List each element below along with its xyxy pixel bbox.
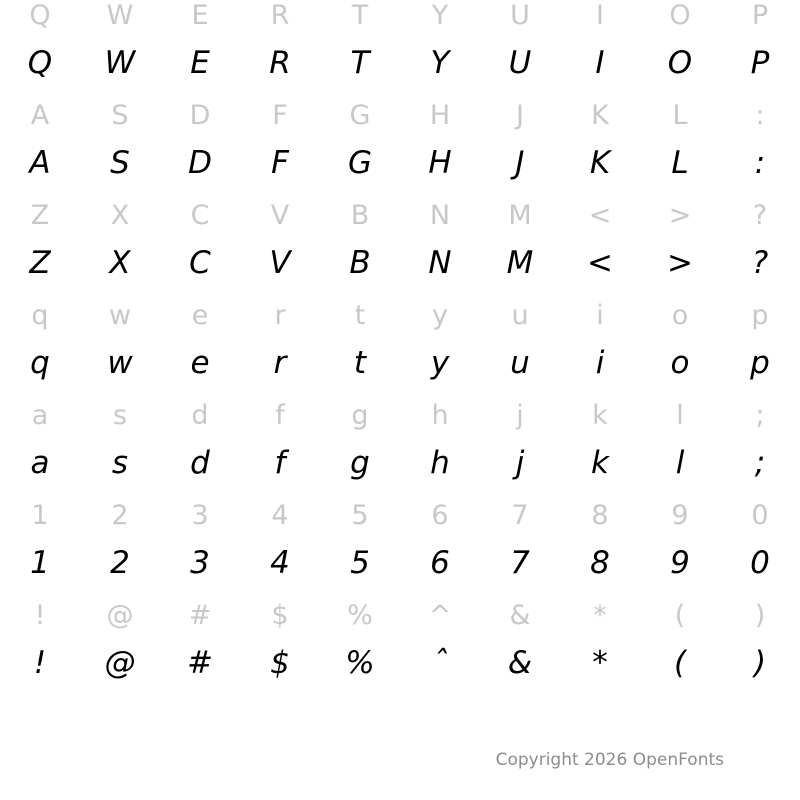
glyph-sample-cell: % <box>345 645 375 681</box>
glyph-sample-cell: N <box>428 245 452 281</box>
glyph-sample-cell: 9 <box>670 545 690 581</box>
glyph-reference-cell: U <box>510 0 530 31</box>
glyph-sample-cell: o <box>670 345 690 381</box>
glyph-reference-cell: e <box>191 300 209 331</box>
glyph-sample-row <box>0 645 800 702</box>
glyph-sample-cell: 5 <box>350 545 370 581</box>
glyph-reference-cell: i <box>596 300 604 331</box>
glyph-sample-cell: Q <box>27 45 53 81</box>
copyright-notice: Copyright 2026 OpenFonts <box>495 750 724 770</box>
glyph-sample-cell: 8 <box>590 545 610 581</box>
glyph-sample-cell: 3 <box>190 545 210 581</box>
glyph-reference-cell: M <box>508 200 532 231</box>
glyph-row-pair <box>0 402 800 502</box>
glyph-sample-cell: H <box>428 145 452 181</box>
glyph-reference-cell: Q <box>29 0 51 31</box>
glyph-sample-cell: f <box>274 445 286 481</box>
glyph-sample-cell: T <box>350 45 370 81</box>
glyph-reference-cell: B <box>350 200 370 231</box>
glyph-sample-cell: ? <box>751 245 769 281</box>
glyph-reference-cell: % <box>347 600 373 631</box>
glyph-reference-cell: 7 <box>511 500 529 531</box>
glyph-reference-cell: : <box>755 100 765 131</box>
glyph-sample-row <box>0 345 800 402</box>
glyph-reference-cell: ( <box>674 600 686 631</box>
glyph-reference-cell: C <box>190 200 210 231</box>
glyph-reference-cell: 4 <box>271 500 289 531</box>
glyph-reference-cell: h <box>431 400 449 431</box>
glyph-sample-cell: * <box>592 645 608 681</box>
glyph-reference-cell: l <box>676 400 684 431</box>
glyph-reference-cell: S <box>111 100 129 131</box>
glyph-sample-cell: R <box>269 45 291 81</box>
glyph-reference-cell: G <box>349 100 371 131</box>
glyph-reference-row <box>0 302 800 348</box>
glyph-reference-cell: V <box>270 200 290 231</box>
glyph-sample-cell: 2 <box>110 545 130 581</box>
glyph-reference-cell: R <box>270 0 290 31</box>
glyph-reference-cell: ; <box>755 400 765 431</box>
glyph-sample-cell: Z <box>29 245 51 281</box>
glyph-sample-row <box>0 545 800 602</box>
glyph-row-pair <box>0 602 800 702</box>
glyph-sample-cell: ; <box>754 445 766 481</box>
glyph-row-pair <box>0 102 800 202</box>
glyph-sample-cell: p <box>750 345 770 381</box>
glyph-sample-cell: a <box>30 445 50 481</box>
glyph-reference-cell: 9 <box>671 500 689 531</box>
glyph-sample-cell: I <box>595 45 605 81</box>
glyph-reference-cell: 5 <box>351 500 369 531</box>
glyph-reference-row <box>0 2 800 48</box>
glyph-sample-cell: e <box>190 345 210 381</box>
glyph-reference-cell: X <box>110 200 130 231</box>
glyph-sample-cell: ( <box>673 645 687 681</box>
glyph-sample-cell: E <box>190 45 210 81</box>
glyph-reference-cell: 0 <box>751 500 769 531</box>
glyph-reference-cell: L <box>672 100 688 131</box>
glyph-reference-cell: ! <box>34 600 46 631</box>
glyph-sample-cell: # <box>187 645 213 681</box>
glyph-sample-cell: & <box>507 645 533 681</box>
glyph-reference-row <box>0 102 800 148</box>
glyph-reference-cell: ^ <box>428 600 452 631</box>
glyph-sample-cell: 7 <box>510 545 530 581</box>
glyph-sample-row <box>0 445 800 502</box>
glyph-reference-cell: F <box>272 100 288 131</box>
glyph-sample-cell: j <box>515 445 525 481</box>
glyph-reference-cell: @ <box>106 600 134 631</box>
glyph-sample-cell: X <box>109 245 131 281</box>
glyph-reference-cell: Y <box>431 0 449 31</box>
glyph-row-pair <box>0 2 800 102</box>
glyph-reference-cell: t <box>354 300 366 331</box>
glyph-sample-cell: $ <box>270 645 290 681</box>
glyph-reference-cell: Z <box>30 200 50 231</box>
glyph-reference-cell: E <box>191 0 209 31</box>
glyph-sample-cell: k <box>591 445 609 481</box>
glyph-reference-cell: a <box>31 400 49 431</box>
glyph-sample-cell: ˆ <box>432 645 448 681</box>
glyph-sample-cell: > <box>667 245 693 281</box>
glyph-reference-row <box>0 402 800 448</box>
glyph-reference-cell: s <box>112 400 128 431</box>
glyph-sample-cell: K <box>589 145 611 181</box>
glyph-reference-cell: T <box>351 0 369 31</box>
glyph-sample-cell: g <box>350 445 370 481</box>
glyph-reference-cell: 8 <box>591 500 609 531</box>
glyph-reference-cell: 2 <box>111 500 129 531</box>
glyph-sample-cell: L <box>671 145 689 181</box>
glyph-reference-cell: q <box>31 300 49 331</box>
glyph-sample-cell: S <box>110 145 130 181</box>
glyph-sample-cell: G <box>347 145 373 181</box>
glyph-row-pair <box>0 302 800 402</box>
glyph-reference-cell: < <box>588 200 612 231</box>
glyph-sample-cell: J <box>515 145 525 181</box>
glyph-reference-cell: K <box>591 100 609 131</box>
glyph-sample-cell: D <box>188 145 212 181</box>
glyph-reference-cell: W <box>106 0 134 31</box>
glyph-reference-cell: y <box>432 300 448 331</box>
glyph-sample-cell: h <box>430 445 450 481</box>
glyph-reference-cell: # <box>188 600 212 631</box>
glyph-sample-cell: l <box>675 445 685 481</box>
glyph-reference-cell: 1 <box>31 500 49 531</box>
glyph-sample-cell: r <box>273 345 287 381</box>
glyph-sample-cell: q <box>30 345 50 381</box>
glyph-reference-cell: H <box>429 100 451 131</box>
glyph-reference-cell: ? <box>752 200 768 231</box>
glyph-reference-row <box>0 502 800 548</box>
glyph-reference-cell: u <box>511 300 529 331</box>
glyph-row-pair <box>0 202 800 302</box>
glyph-sample-cell: 4 <box>270 545 290 581</box>
glyph-reference-cell: ) <box>754 600 766 631</box>
glyph-row-pair <box>0 502 800 602</box>
glyph-sample-cell: u <box>510 345 530 381</box>
glyph-reference-cell: f <box>275 400 285 431</box>
glyph-sample-cell: C <box>189 245 211 281</box>
glyph-sample-cell: P <box>750 45 770 81</box>
glyph-reference-cell: > <box>668 200 692 231</box>
glyph-sample-cell: Y <box>430 45 450 81</box>
glyph-reference-cell: k <box>592 400 608 431</box>
glyph-sample-cell: ) <box>753 645 767 681</box>
glyph-sample-cell: F <box>271 145 289 181</box>
glyph-reference-row <box>0 202 800 248</box>
glyph-reference-cell: O <box>669 0 691 31</box>
glyph-sample-cell: U <box>508 45 532 81</box>
glyph-sample-cell: i <box>595 345 605 381</box>
glyph-sample-cell: A <box>29 145 51 181</box>
glyph-sample-cell: B <box>349 245 371 281</box>
glyph-reference-cell: J <box>516 100 524 131</box>
glyph-sample-cell: t <box>353 345 367 381</box>
glyph-reference-cell: j <box>516 400 524 431</box>
glyph-reference-cell: A <box>30 100 50 131</box>
glyph-sample-cell: w <box>107 345 133 381</box>
glyph-sample-cell: y <box>430 345 450 381</box>
glyph-reference-cell: $ <box>271 600 289 631</box>
glyph-reference-cell: o <box>671 300 689 331</box>
glyph-reference-cell: I <box>596 0 604 31</box>
glyph-sample-cell: ! <box>33 645 47 681</box>
glyph-sample-cell: 0 <box>750 545 770 581</box>
glyph-reference-cell: 6 <box>431 500 449 531</box>
glyph-sample-row <box>0 145 800 202</box>
glyph-reference-cell: w <box>108 300 132 331</box>
glyph-sample-row <box>0 245 800 302</box>
glyph-reference-cell: 3 <box>191 500 209 531</box>
glyph-reference-cell: & <box>509 600 531 631</box>
glyph-sample-cell: W <box>104 45 136 81</box>
glyph-sample-cell: 6 <box>430 545 450 581</box>
glyph-sample-cell: 1 <box>30 545 50 581</box>
glyph-sample-cell: M <box>506 245 534 281</box>
glyph-reference-cell: P <box>751 0 769 31</box>
glyph-reference-cell: p <box>751 300 769 331</box>
glyph-reference-cell: * <box>593 600 607 631</box>
glyph-reference-cell: N <box>429 200 451 231</box>
glyph-reference-row <box>0 602 800 648</box>
glyph-reference-cell: d <box>191 400 209 431</box>
glyph-sample-cell: s <box>111 445 129 481</box>
glyph-reference-cell: g <box>351 400 369 431</box>
glyph-sample-cell: O <box>667 45 693 81</box>
glyph-sample-cell: @ <box>104 645 136 681</box>
glyph-sample-cell: V <box>269 245 291 281</box>
glyph-reference-cell: D <box>189 100 211 131</box>
glyph-sample-cell: < <box>587 245 613 281</box>
glyph-sample-row <box>0 45 800 102</box>
glyph-reference-cell: r <box>274 300 286 331</box>
glyph-sample-cell: d <box>190 445 210 481</box>
glyph-sample-cell: : <box>754 145 766 181</box>
